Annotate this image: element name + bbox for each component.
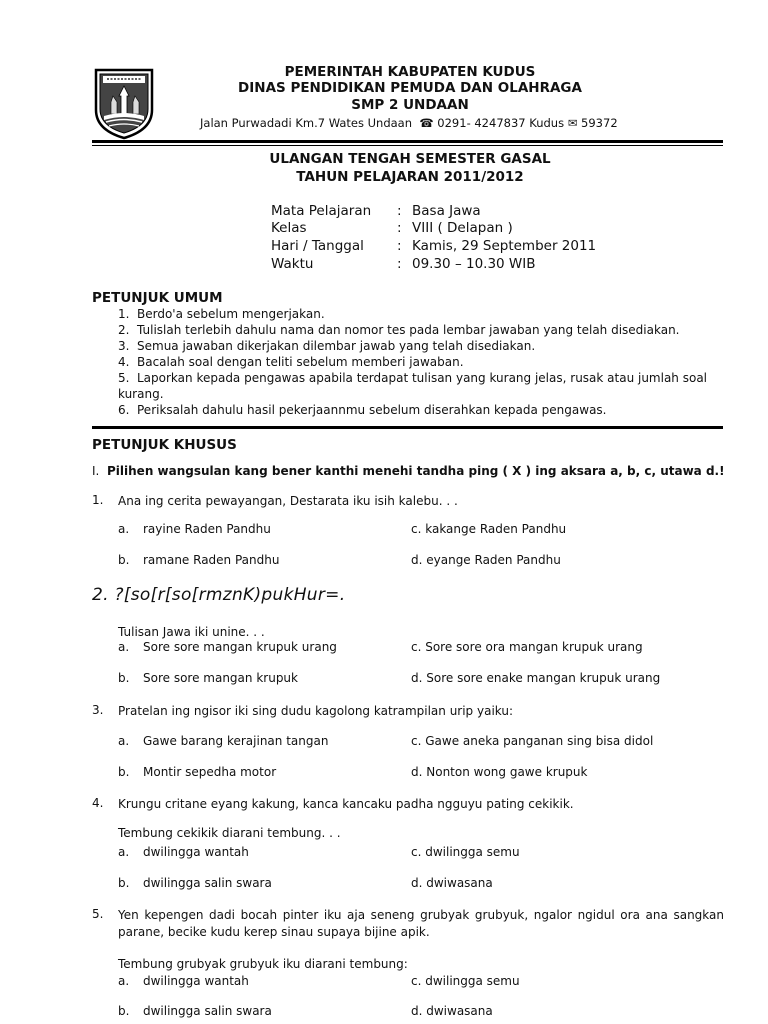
info-value: 09.30 – 10.30 WIB — [412, 256, 536, 272]
header-government: PEMERINTAH KABUPATEN KUDUS — [284, 64, 536, 80]
option-d: d. dwiwasana — [411, 876, 493, 890]
question-number: 3. — [92, 703, 104, 717]
general-heading: PETUNJUK UMUM — [92, 290, 223, 306]
info-label: Kelas — [271, 220, 307, 236]
list-item: 6. Periksalah dahulu hasil pekerjaannmu sebelum diserahkan kepada pengawas. — [118, 403, 607, 417]
option-c: c. kakange Raden Pandhu — [411, 522, 567, 536]
info-value: Basa Jawa — [412, 203, 481, 219]
option-a: a. rayine Raden Pandhu — [118, 522, 271, 536]
question-number: 1. — [92, 493, 104, 507]
kudus-emblem-icon — [93, 66, 155, 140]
option-d: d. eyange Raden Pandhu — [411, 553, 561, 567]
option-a: a. Sore sore mangan krupuk urang — [118, 640, 337, 654]
option-b: b. Montir sepedha motor — [118, 765, 277, 779]
question-text: Krungu critane eyang kakung, kanca kancaku padha ngguyu pating cekikik. — [118, 797, 574, 811]
list-item: 5. Laporkan kepada pengawas apabila terdapat tulisan yang kurang jelas, rusak atau jumlah soal kurang. — [118, 371, 708, 401]
option-d: d. Nonton wong gawe krupuk — [411, 765, 588, 779]
question-text: Ana ing cerita pewayangan, Destarata iku isih kalebu. . . — [118, 494, 458, 508]
question-number: 4. — [92, 796, 104, 810]
question-text: Pratelan ing ngisor iki sing dudu kagolong katrampilan urip yaiku: — [118, 704, 514, 718]
address-street: Jalan Purwadadi Km.7 Wates Undaan — [200, 116, 412, 130]
question-subtext: Tembung grubyak grubyuk iku diarani tembung: — [118, 957, 408, 971]
option-c: c. dwilingga semu — [411, 974, 520, 988]
header-department: DINAS PENDIDIKAN PEMUDA DAN OLAHRAGA — [238, 80, 582, 96]
section-divider — [92, 426, 723, 429]
option-b: b. ramane Raden Pandhu — [118, 553, 280, 567]
question-number: 5. — [92, 907, 104, 921]
special-heading: PETUNJUK KHUSUS — [92, 437, 237, 453]
info-colon: : — [397, 203, 402, 219]
option-b: b. dwilingga salin swara — [118, 876, 272, 890]
special-instruction — [92, 464, 725, 478]
option-d: d. Sore sore enake mangan krupuk urang — [411, 671, 661, 685]
header-divider — [92, 140, 723, 143]
option-a: a. dwilingga wantah — [118, 974, 249, 988]
option-b: b. Sore sore mangan krupuk — [118, 671, 298, 685]
option-c: c. dwilingga semu — [411, 845, 520, 859]
info-label: Mata Pelajaran — [271, 203, 372, 219]
option-d: d. dwiwasana — [411, 1004, 493, 1018]
exam-year: TAHUN PELAJARAN 2011/2012 — [296, 169, 524, 185]
address-postal: 59372 — [581, 116, 618, 130]
list-item: 4. Bacalah soal dengan teliti sebelum memberi jawaban. — [118, 355, 464, 369]
question-subtext: Tembung cekikik diarani tembung. . . — [118, 826, 341, 840]
info-label: Waktu — [271, 256, 314, 272]
header-school: SMP 2 UNDAAN — [351, 97, 469, 113]
option-a: a. dwilingga wantah — [118, 845, 249, 859]
info-value: Kamis, 29 September 2011 — [412, 238, 597, 254]
list-item: 1. Berdo'a sebelum mengerjakan. — [118, 307, 325, 321]
header-address — [200, 116, 618, 130]
option-c: c. Gawe aneka panganan sing bisa didol — [411, 734, 654, 748]
info-label: Hari / Tanggal — [271, 238, 364, 254]
info-value: VIII ( Delapan ) — [412, 220, 513, 236]
list-item: 2. Tulislah terlebih dahulu nama dan nomor tes pada lembar jawaban yang telah disediakan. — [118, 323, 680, 337]
instruction-text: Pilihen wangsulan kang bener kanthi menehi tandha ping ( X ) ing aksara a, b, c, utawa d.! — [107, 464, 725, 478]
question-text: Tulisan Jawa iki unine. . . — [118, 625, 265, 639]
header-divider-thin — [92, 145, 723, 146]
address-city: Kudus — [529, 116, 565, 130]
roman-numeral: I. — [92, 464, 100, 478]
info-colon: : — [397, 220, 402, 236]
option-b: b. dwilingga salin swara — [118, 1004, 272, 1018]
exam-title: ULANGAN TENGAH SEMESTER GASAL — [269, 151, 551, 167]
address-phone: 0291- 4247837 — [437, 116, 526, 130]
general-list — [118, 306, 718, 418]
mail-icon: ✉ — [567, 116, 578, 130]
option-a: a. Gawe barang kerajinan tangan — [118, 734, 329, 748]
option-c: c. Sore sore ora mangan krupuk urang — [411, 640, 643, 654]
phone-icon: ☎ — [415, 116, 434, 130]
info-colon: : — [397, 256, 402, 272]
info-colon: : — [397, 238, 402, 254]
javanese-script-text: 2. ?[so[r[so[rmznK)pukHur=. — [92, 585, 346, 605]
list-item: 3. Semua jawaban dikerjakan dilembar jawab yang telah disediakan. — [118, 339, 536, 353]
question-text: Yen kepengen dadi bocah pinter iku aja seneng grubyak grubyuk, ngalor ngidul ora ana sangkan parane, becike kudu kerep sinau supaya bijine apik. — [118, 908, 724, 939]
